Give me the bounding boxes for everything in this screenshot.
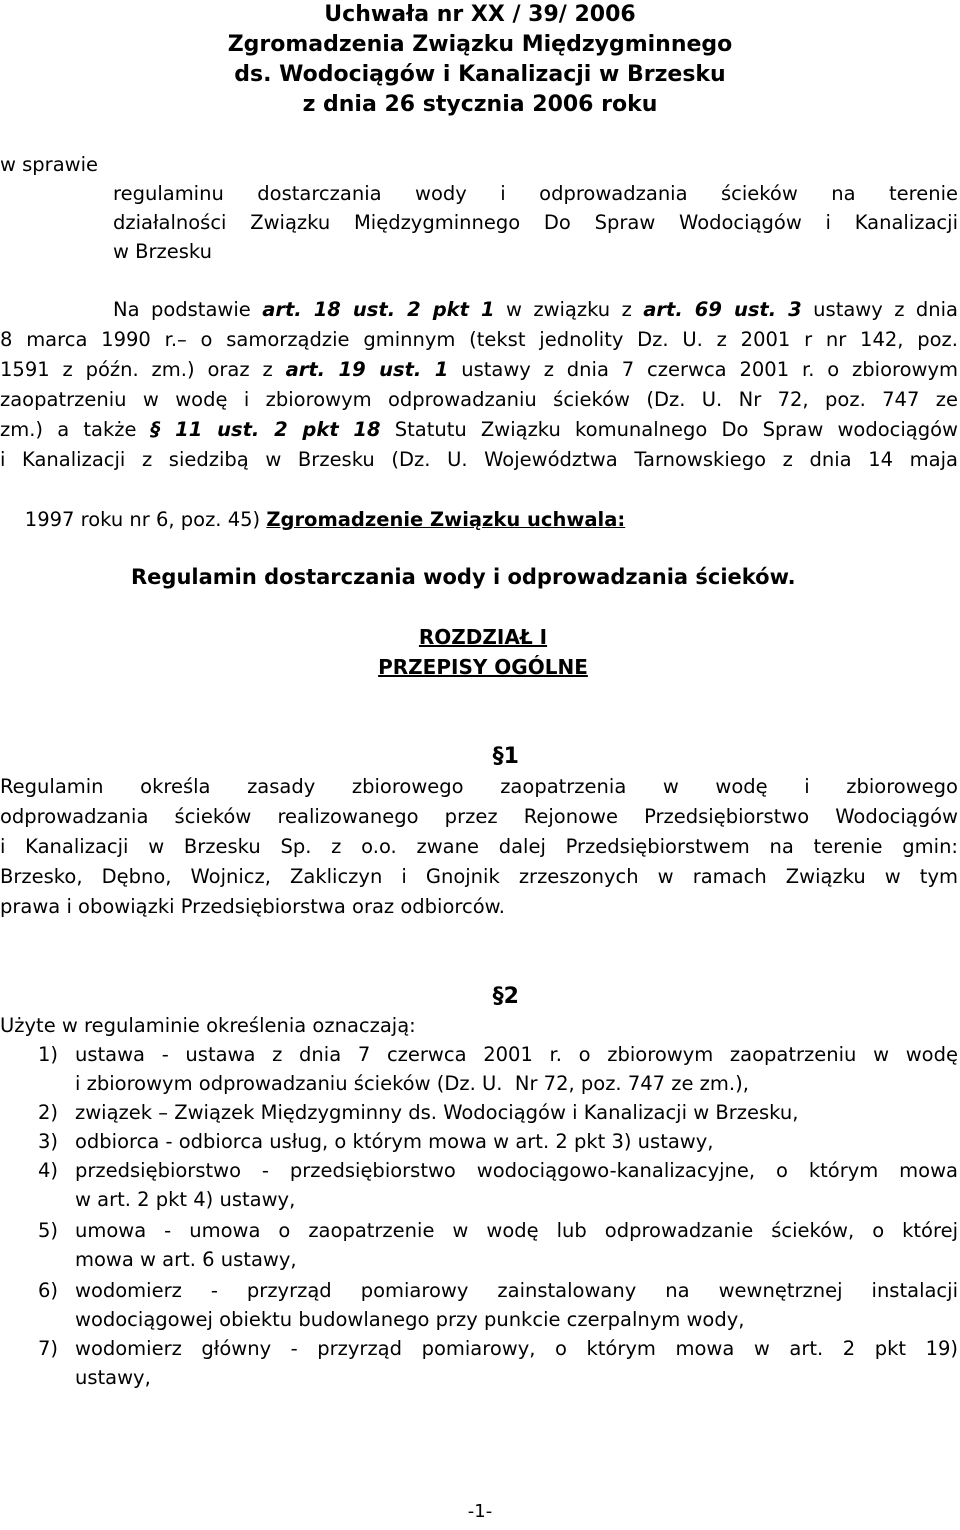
basis-line: i Kanalizacji z siedzibą w Brzesku (Dz. U. Województwa Tarnowskiego z dnia 14 maja [0,448,958,471]
list-item: wodomierz - przyrząd pomiarowy zainstalowany na wewnętrznej instalacji [75,1279,958,1302]
item-number: 5) [38,1219,59,1242]
chapter-number: ROZDZIAŁ I [418,625,548,649]
list-item: ustawa - ustawa z dnia 7 czerwca 2001 r. o zbiorowym zaopatrzeniu w wodę [75,1043,958,1066]
basis-text: 1997 roku nr 6, poz. 45) [24,508,267,531]
resolution-date: z dnia 26 stycznia 2006 roku [302,92,658,117]
subject-line: regulaminu dostarczania wody i odprowadzania ścieków na terenie [113,182,958,205]
resolution-title: Uchwała nr XX / 39/ 2006 [324,2,636,27]
section-1-line: odprowadzania ścieków realizowanego przez Rejonowe Przedsiębiorstwo Wodociągów [0,805,958,828]
basis-citation: art. 19 ust. 1 [285,358,449,381]
basis-citation: art. 69 ust. 3 [643,298,802,321]
item-number: 7) [38,1337,59,1360]
basis-line [113,295,958,325]
basis-line [0,355,958,385]
basis-citation: art. 18 ust. 2 pkt 1 [262,298,495,321]
section-1-line: prawa i obowiązki Przedsiębiorstwa oraz odbiorców. [0,895,505,918]
list-item: odbiorca - odbiorca usług, o którym mowa w art. 2 pkt 3) ustawy, [75,1130,714,1153]
basis-line [0,475,625,565]
basis-citation: § 11 ust. 2 pkt 18 [150,418,381,441]
section-1-line: Brzesko, Dębno, Wojnicz, Zakliczyn i Gnojnik zrzeszonych w ramach Związku w tym [0,865,958,888]
regulation-title: Regulamin dostarczania wody i odprowadzania ścieków. [131,565,796,589]
basis-text: 1591 z późn. zm.) oraz z [0,358,286,381]
basis-line: 8 marca 1990 r.– o samorządzie gminnym (tekst jednolity Dz. U. z 2001 r nr 142, poz. [0,328,958,351]
section-number: 1 [503,744,519,769]
item-number: 2) [38,1101,59,1124]
resolution-body-name: ds. Wodociągów i Kanalizacji w Brzesku [234,62,726,87]
page-number: -1- [467,1501,493,1522]
item-number: 4) [38,1159,59,1182]
basis-text: ustawy z dnia 7 czerwca 2001 r. o zbiorowym [448,358,959,381]
section-sign-icon: § [492,984,504,1009]
list-item: związek – Związek Międzygminny ds. Wodociągów i Kanalizacji w Brzesku, [75,1101,799,1124]
basis-text: w związku z [494,298,644,321]
item-number: 3) [38,1130,59,1153]
list-item-continuation: wodociągowej obiektu budowlanego przy punkcie czerpalnym wody, [75,1308,745,1331]
basis-text: Na podstawie [113,298,263,321]
resolution-body: Zgromadzenia Związku Międzygminnego [227,32,733,57]
definitions-intro: Użyte w regulaminie określenia oznaczają: [0,1014,416,1037]
basis-line: zaopatrzeniu w wodę i zbiorowym odprowadzaniu ścieków (Dz. U. Nr 72, poz. 747 ze [0,388,958,411]
list-item: przedsiębiorstwo - przedsiębiorstwo wodociągowo-kanalizacyjne, o którym mowa [75,1159,958,1182]
section-2-heading [462,952,519,1042]
list-item: wodomierz główny - przyrząd pomiarowy, o którym mowa w art. 2 pkt 19) [75,1337,958,1360]
subject-line: działalności Związku Międzygminnego Do Spraw Wodociągów i Kanalizacji [113,211,958,234]
section-sign-icon: § [492,744,504,769]
subject-label: w sprawie [0,153,99,176]
list-item-continuation: w art. 2 pkt 4) ustawy, [75,1188,296,1211]
chapter-title: PRZEPISY OGÓLNE [378,655,588,679]
item-number: 1) [38,1043,59,1066]
section-number: 2 [503,984,519,1009]
list-item-continuation: i zbiorowym odprowadzaniu ścieków (Dz. U. Nr 72, poz. 747 ze zm.), [75,1072,749,1095]
section-1-line: Regulamin określa zasady zbiorowego zaopatrzenia w wodę i zbiorowego [0,775,958,798]
item-number: 6) [38,1279,59,1302]
list-item: umowa - umowa o zaopatrzenie w wodę lub odprowadzanie ścieków, o której [75,1219,958,1242]
list-item-continuation: mowa w art. 6 ustawy, [75,1248,297,1271]
basis-line [0,415,958,445]
basis-text: zm.) a także [0,418,151,441]
list-item-continuation: ustawy, [75,1366,151,1389]
subject-line: w Brzesku [113,240,212,263]
section-1-line: i Kanalizacji w Brzesku Sp. z o.o. zwane dalej Przedsiębiorstwem na terenie gmin: [0,835,958,858]
enactment-clause: Zgromadzenie Związku uchwala: [266,508,626,531]
basis-text: ustawy z dnia [801,298,958,321]
basis-text: Statutu Związku komunalnego Do Spraw wodociągów [380,418,958,441]
